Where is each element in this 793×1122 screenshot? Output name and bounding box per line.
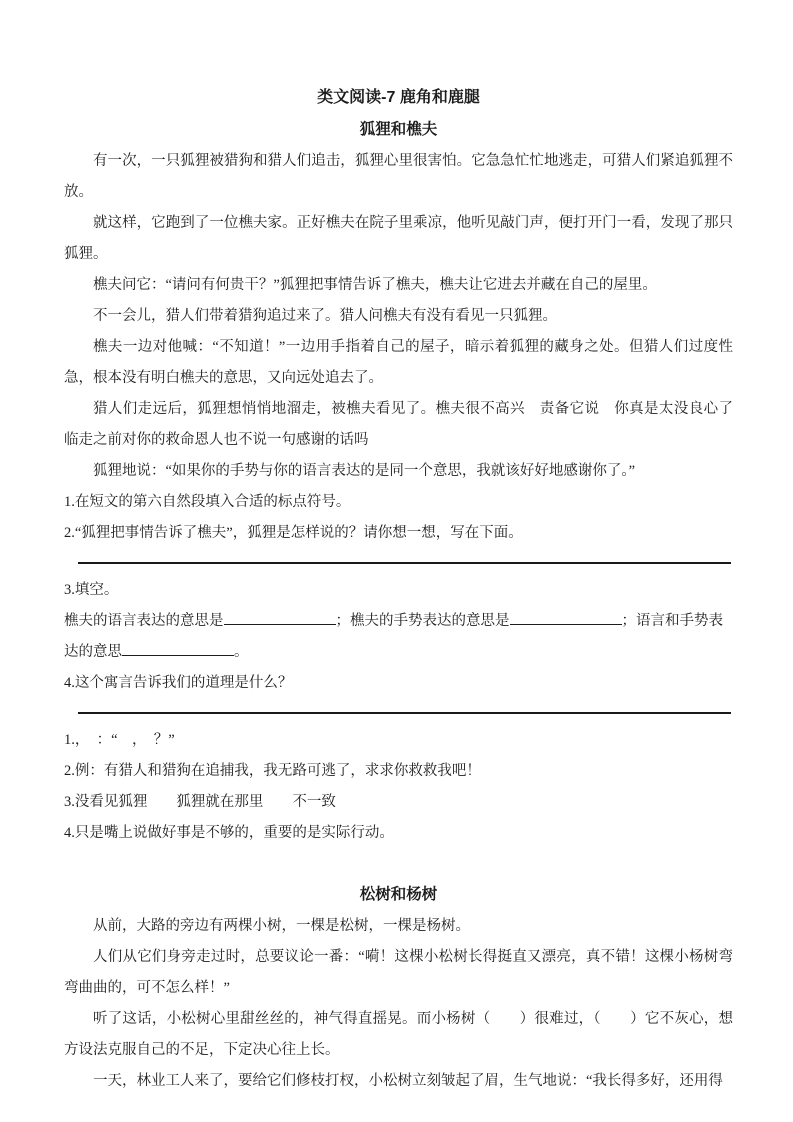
answer-4: 4.只是嘴上说做好事是不够的，重要的是实际行动。 [64,825,394,841]
fill-in-blank [510,610,622,626]
question-2: 2.“狐狸把事情告诉了樵夫”，狐狸是怎样说的？请你想一想，写在下面。 [64,525,523,541]
text-segment: ；语言和手势表达的意思 [64,613,723,660]
story2-paragraph-4: 一天，林业工人来了，要给它们修枝打杈，小松树立刻皱起了眉，生气地说：“我长得多好，还用得 [93,1073,723,1089]
story2-paragraph-3: 听了这话，小松树心里甜丝丝的，神气得直摇晃。而小杨树（ ）很难过，（ ）它不灰心，想方设法克服自己的不足，下定决心往上长。 [64,1011,733,1058]
story1-paragraph-1: 有一次，一只狐狸被猎狗和猎人们追击，狐狸心里很害怕。它急急忙忙地逃走，可猎人们紧追狐狸不放。 [64,153,733,200]
fill-in-blank [224,610,336,626]
text-segment: 樵夫的语言表达的意思是 [64,613,224,629]
story1-paragraph-6: 猎人们走远后，狐狸想悄悄地溜走，被樵夫看见了。樵夫很不高兴 责备它说 你真是太没良心了 临走之前对你的救命恩人也不说一句感谢的话吗 [64,401,748,448]
fill-in-blank [122,641,234,657]
text-segment: 。 [234,644,249,660]
story2-title: 松树和杨树 [359,886,438,903]
story2-paragraph-2: 人们从它们身旁走过时，总要议论一番：“嗬！这棵小松树长得挺直又漂亮，真不错！这棵小杨树弯弯曲曲的，可不怎么样！” [64,949,733,996]
question-3-fill-line [64,606,733,668]
answer-1: 1.， ：“ ， ？” [64,732,175,748]
question-1: 1.在短文的第六自然段填入合适的标点符号。 [64,494,351,510]
question-4: 4.这个寓言告诉我们的道理是什么？ [64,675,293,691]
story1-paragraph-2: 就这样，它跑到了一位樵夫家。正好樵夫在院子里乘凉，他听见敲门声，便打开门一看，发现了那只狐狸。 [64,215,733,262]
page-title: 类文阅读-7 鹿角和鹿腿 [317,89,480,106]
answer-3: 3.没看见狐狸 狐狸就在那里 不一致 [64,794,336,810]
story1-title: 狐狸和樵夫 [359,121,438,138]
section-spacer [64,849,733,875]
story1-paragraph-5: 樵夫一边对他喊：“不知道！”一边用手指着自己的屋子，暗示着狐狸的藏身之处。但猎人们过度性急，根本没有明白樵夫的意思，又向远处追去了。 [64,339,733,386]
story1-paragraph-4: 不一会儿，猎人们带着猎狗追过来了。猎人问樵夫有没有看见一只狐狸。 [93,308,557,324]
answer-writing-line [78,562,731,564]
question-3-label: 3.填空。 [64,582,119,598]
story1-paragraph-7: 狐狸地说：“如果你的手势与你的语言表达的是同一个意思，我就该好好地感谢你了。” [93,463,636,479]
answers-divider [78,712,731,714]
story2-paragraph-1: 从前，大路的旁边有两棵小树，一棵是松树，一棵是杨树。 [93,918,470,934]
story1-paragraph-3: 樵夫问它：“请问有何贵干？”狐狸把事情告诉了樵夫，樵夫让它进去并藏在自己的屋里。 [93,277,657,293]
text-segment: ；樵夫的手势表达的意思是 [335,613,510,629]
answer-2: 2.例：有猎人和猎狗在追捕我，我无路可逃了，求求你救救我吧！ [64,763,481,779]
